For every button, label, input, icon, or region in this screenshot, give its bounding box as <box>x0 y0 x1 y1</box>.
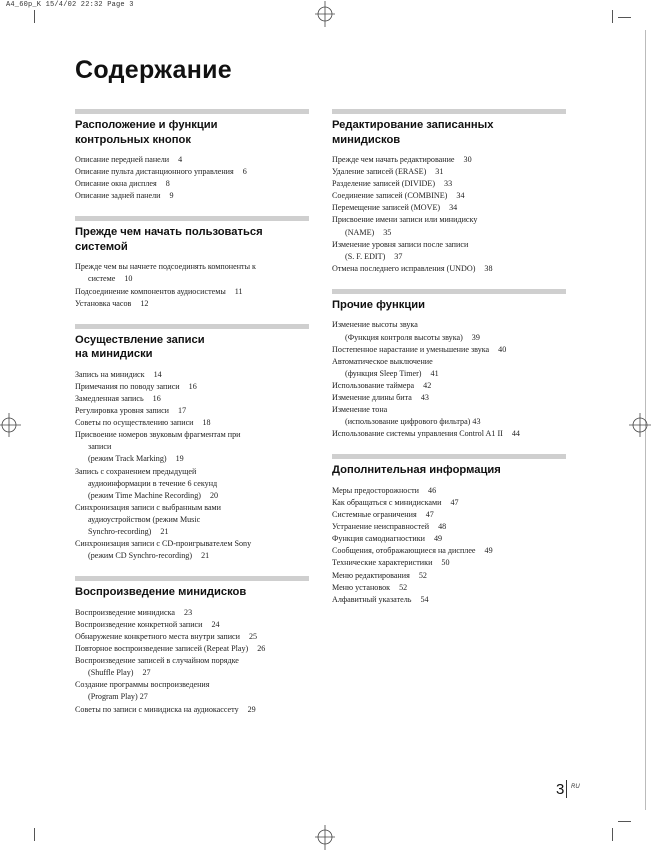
toc-entry[interactable] <box>75 154 309 166</box>
toc-list <box>75 607 309 716</box>
toc-entry[interactable] <box>332 392 566 404</box>
toc-entry-title: Замедленная запись <box>75 393 144 403</box>
toc-entry-title: Присвоение имени записи или минидиску <box>332 215 478 225</box>
section-heading-line: минидисков <box>332 133 401 146</box>
toc-section <box>75 324 309 563</box>
toc-entry-title: Подсоединение компонентов аудиосистемы <box>75 286 226 296</box>
toc-entry-page: 31 <box>435 167 444 177</box>
toc-entry[interactable] <box>332 594 566 606</box>
toc-entry[interactable] <box>75 417 309 429</box>
toc-entry-title: Обнаружение конкретного места внутри записи <box>75 631 240 641</box>
toc-entry-title: Устранение неисправностей <box>332 522 430 532</box>
toc-entry-continuation: (режим Track Marking) 19 <box>88 454 184 464</box>
toc-list <box>75 154 309 202</box>
toc-entry[interactable] <box>75 166 309 178</box>
section-rule <box>332 289 566 294</box>
toc-entry-page: 23 <box>184 607 193 617</box>
toc-entry-page: 49 <box>484 546 493 556</box>
section-heading-line: Дополнительная информация <box>332 464 501 477</box>
toc-entry-title: Соединение записей (COMBINE) <box>332 191 448 201</box>
toc-entry-continuation: (использование цифрового фильтра) 43 <box>345 417 481 427</box>
section-rule <box>332 454 566 459</box>
toc-entry-page: 52 <box>418 570 427 580</box>
language-code: RU <box>571 784 580 790</box>
toc-entry[interactable] <box>332 214 566 238</box>
toc-entry-page: 42 <box>423 380 432 390</box>
section-heading-line: Осуществление записи <box>75 333 205 346</box>
toc-entry-page: 47 <box>450 497 459 507</box>
toc-entry[interactable] <box>332 485 566 497</box>
toc-entry-title: Изменение тона <box>332 405 388 415</box>
toc-entry[interactable] <box>332 178 566 190</box>
page-title: Содержание <box>75 56 233 84</box>
crop-mark <box>612 828 613 841</box>
toc-entry-page: 50 <box>441 558 450 568</box>
toc-entry-continuation: (Функция контроля высоты звука) 39 <box>345 332 480 342</box>
toc-list <box>332 485 566 606</box>
toc-entry-page: 46 <box>428 485 437 495</box>
toc-entry-page: 9 <box>169 191 174 201</box>
toc-entry[interactable] <box>332 319 566 343</box>
toc-section <box>332 454 566 605</box>
section-heading-line: системой <box>75 240 128 253</box>
section-heading-line: Прочие функции <box>332 298 425 311</box>
toc-entry-page: 44 <box>511 429 520 439</box>
toc-section <box>332 289 566 440</box>
toc-entry-title: Прежде чем вы начнете подсоединять компоненты к <box>75 262 256 272</box>
toc-entry[interactable] <box>75 679 309 703</box>
toc-list <box>75 261 309 309</box>
toc-entry[interactable] <box>332 166 566 178</box>
toc-entry-title: Изменение высоты звука <box>332 320 418 330</box>
toc-entry[interactable] <box>75 607 309 619</box>
toc-entry-title: Описание задней панели <box>75 191 161 201</box>
section-heading-line: Редактирование записанных <box>332 119 494 131</box>
toc-entry[interactable] <box>75 286 309 298</box>
toc-entry-page: 17 <box>178 406 187 416</box>
toc-entry-page: 49 <box>434 534 443 544</box>
section-heading <box>75 225 309 254</box>
toc-entry-title: Воспроизведение записей в случайном порядке <box>75 656 239 666</box>
toc-entry[interactable] <box>332 239 566 263</box>
section-rule <box>75 216 309 221</box>
toc-section <box>75 216 309 309</box>
toc-entry-title: Описание окна дисплея <box>75 179 157 189</box>
toc-entry-title: Установка часов <box>75 298 132 308</box>
toc-entry[interactable] <box>75 261 309 285</box>
toc-entry-title: Синхронизация записи с CD-проигрывателем Sony <box>75 539 252 549</box>
section-heading-line: на минидиски <box>75 348 153 361</box>
toc-entry[interactable] <box>332 404 566 428</box>
toc-entry[interactable] <box>75 381 309 393</box>
toc-entry-page: 38 <box>484 263 493 273</box>
toc-entry-page: 18 <box>202 418 211 428</box>
registration-mark-icon <box>313 825 337 850</box>
toc-section <box>75 576 309 715</box>
crop-mark <box>612 10 613 23</box>
toc-entry-title: Запись с сохранением предыдущей <box>75 466 197 476</box>
toc-list <box>75 369 309 563</box>
toc-entry-page: 11 <box>234 286 243 296</box>
toc-entry[interactable] <box>75 429 309 465</box>
toc-entry-page: 24 <box>211 619 220 629</box>
section-rule <box>75 324 309 329</box>
toc-entry-page: 43 <box>420 393 429 402</box>
toc-entry-page: 16 <box>188 381 197 391</box>
toc-entry[interactable] <box>75 655 309 679</box>
toc-entry[interactable] <box>75 369 309 381</box>
toc-entry-continuation: (S. F. EDIT) 37 <box>345 251 403 261</box>
toc-entry-continuation: Synchro-recording) 21 <box>88 526 169 536</box>
toc-entry[interactable] <box>75 704 309 716</box>
toc-entry-title: Алфавитный указатель <box>332 594 412 604</box>
toc-entry-page: 20 <box>209 490 219 500</box>
section-heading-line: Прежде чем начать пользоваться <box>75 226 263 239</box>
toc-entry-title: Разделение записей (DIVIDE) <box>332 179 436 189</box>
registration-mark-icon <box>0 412 22 438</box>
section-heading-line: Расположение и функции <box>75 119 218 131</box>
toc-entry-page: 10 <box>124 274 133 284</box>
toc-entry-page: 29 <box>247 704 256 714</box>
toc-entry[interactable] <box>332 428 566 440</box>
toc-entry[interactable] <box>75 631 309 643</box>
page-number: 3 <box>556 781 565 798</box>
toc-entry-page: 34 <box>449 203 458 213</box>
section-heading-line: Воспроизведение минидисков <box>75 586 247 599</box>
toc-entry-page: 40 <box>498 344 507 354</box>
registration-mark-icon <box>313 1 337 27</box>
toc-entry-title: Использование системы управления Control A1 II <box>332 429 503 439</box>
toc-entry-page: 4 <box>178 155 183 164</box>
section-heading-line: контрольных кнопок <box>75 133 191 146</box>
toc-entry-page: 16 <box>152 393 161 403</box>
toc-entry[interactable] <box>75 298 309 310</box>
toc-entry-title: Описание пульта дистанционного управления <box>75 167 234 177</box>
toc-list <box>332 154 566 275</box>
toc-entry-continuation: аудиоустройством (режим Music <box>88 514 201 524</box>
toc-entry-title: Как обращаться с минидисками <box>332 497 442 507</box>
toc-entry-page: 30 <box>463 155 472 164</box>
toc-entry-title: Прежде чем начать редактирование <box>332 155 455 164</box>
section-rule <box>332 109 566 114</box>
toc-entry[interactable] <box>332 190 566 202</box>
toc-entry-continuation: (режим Time Machine Recording) 20 <box>88 490 219 500</box>
toc-entry-continuation: (функция Sleep Timer) 41 <box>345 368 439 378</box>
toc-entry-page: 25 <box>248 631 258 641</box>
toc-entry-page: 21 <box>160 526 169 536</box>
toc-entry-title: Постепенное нарастание и уменьшение звука <box>332 344 490 354</box>
toc-entry-page: 35 <box>383 227 392 237</box>
toc-entry-title: Изменение длины бита <box>332 393 412 402</box>
toc-entry-continuation: (Shuffle Play) 27 <box>88 668 151 678</box>
toc-entry-page: 41 <box>430 368 439 378</box>
toc-entry-continuation: записи <box>88 442 112 452</box>
toc-entry-continuation: (режим CD Synchro-recording) 21 <box>88 551 210 561</box>
toc-entry[interactable] <box>332 380 566 392</box>
toc-entry[interactable] <box>75 502 309 538</box>
section-heading <box>332 298 566 313</box>
toc-entry[interactable] <box>332 263 566 275</box>
toc-entry-page: 33 <box>444 179 453 189</box>
toc-entry-title: Присвоение номеров звуковым фрагментам при <box>75 430 241 440</box>
registration-mark-icon <box>627 412 651 438</box>
toc-entry-title: Функция самодиагностики <box>332 534 425 544</box>
toc-entry-page: 48 <box>438 522 447 532</box>
toc-list <box>332 319 566 440</box>
toc-entry[interactable] <box>75 178 309 190</box>
toc-entry[interactable] <box>332 533 566 545</box>
toc-entry-page: 39 <box>471 332 480 342</box>
section-heading <box>75 118 309 147</box>
page-number-divider <box>566 780 567 798</box>
toc-entry[interactable] <box>75 538 309 562</box>
toc-entry-title: Советы по осуществлению записи <box>75 418 194 428</box>
toc-entry-title: Регулировка уровня записи <box>75 406 170 416</box>
toc-entry-title: Использование таймера <box>332 380 415 390</box>
toc-section <box>75 109 309 202</box>
toc-entry-title: Меню установок <box>332 582 391 592</box>
crop-mark <box>618 17 631 18</box>
toc-entry-title: Повторное воспроизведение записей (Repeat Play) <box>75 644 249 654</box>
toc-entry[interactable] <box>332 545 566 557</box>
toc-entry-title: Воспроизведение минидиска <box>75 607 176 617</box>
toc-section <box>332 109 566 275</box>
toc-entry[interactable] <box>75 643 309 655</box>
section-heading <box>75 585 309 600</box>
crop-mark <box>34 10 35 23</box>
toc-entry[interactable] <box>75 190 309 202</box>
toc-column-right <box>332 109 566 620</box>
toc-entry-page: 37 <box>394 251 403 261</box>
toc-column-left <box>75 109 309 730</box>
toc-entry-continuation: аудиоинформации в течение 6 секунд <box>88 478 218 488</box>
toc-entry-title: Меню редактирования <box>332 570 410 580</box>
toc-entry-page: 21 <box>201 551 210 561</box>
toc-entry[interactable] <box>75 619 309 631</box>
toc-entry[interactable] <box>332 356 566 380</box>
toc-entry-title: Перемещение записей (MOVE) <box>332 203 441 213</box>
toc-entry-continuation: системе 10 <box>88 274 133 284</box>
toc-entry[interactable] <box>332 509 566 521</box>
toc-entry-title: Примечания по поводу записи <box>75 381 180 391</box>
crop-mark <box>34 828 35 841</box>
crop-mark <box>618 821 631 822</box>
toc-entry-continuation: (NAME) 35 <box>345 227 392 237</box>
toc-entry-page: 47 <box>425 510 434 520</box>
toc-entry-title: Автоматическое выключение <box>332 356 433 366</box>
toc-entry-title: Меры предосторожности <box>332 485 420 495</box>
toc-entry-page: 52 <box>399 582 408 592</box>
toc-entry-page: 27 <box>142 668 151 678</box>
toc-entry[interactable] <box>332 497 566 509</box>
toc-entry-title: Создание программы воспроизведения <box>75 680 210 690</box>
toc-entry-page: 12 <box>140 298 149 308</box>
toc-entry[interactable] <box>332 582 566 594</box>
toc-entry-page: 34 <box>456 191 465 201</box>
toc-entry[interactable] <box>332 344 566 356</box>
section-heading <box>75 333 309 362</box>
toc-entry[interactable] <box>332 154 566 166</box>
toc-entry-title: Сообщения, отображающиеся на дисплее <box>332 546 476 556</box>
toc-entry-page: 19 <box>175 454 184 464</box>
toc-entry[interactable] <box>75 466 309 502</box>
section-rule <box>75 109 309 114</box>
toc-entry-title: Удаление записей (ERASE) <box>332 167 427 177</box>
toc-entry-continuation: (Program Play) 27 <box>88 692 148 702</box>
toc-entry-page: 8 <box>165 179 170 189</box>
toc-entry[interactable] <box>75 393 309 405</box>
toc-entry-page: 14 <box>153 369 162 379</box>
print-slug: A4_60p_K 15/4/02 22:32 Page 3 <box>6 1 134 9</box>
section-heading <box>332 118 566 147</box>
toc-entry-title: Технические характеристики <box>332 558 433 568</box>
toc-entry[interactable] <box>332 557 566 569</box>
toc-entry-page: 54 <box>420 594 429 604</box>
toc-entry-title: Системные ограничения <box>332 510 417 520</box>
toc-entry-title: Изменение уровня записи после записи <box>332 239 469 249</box>
section-heading <box>332 463 566 478</box>
toc-entry[interactable] <box>332 570 566 582</box>
section-rule <box>75 576 309 581</box>
toc-entry[interactable] <box>332 521 566 533</box>
toc-entry-title: Описание передней панели <box>75 155 170 164</box>
toc-entry-title: Советы по записи с минидиска на аудиокассету <box>75 704 239 714</box>
toc-entry-title: Синхронизация записи с выбранным вами <box>75 502 221 512</box>
toc-entry[interactable] <box>332 202 566 214</box>
toc-entry[interactable] <box>75 405 309 417</box>
toc-entry-page: 26 <box>257 644 266 654</box>
toc-entry-page: 6 <box>242 167 247 177</box>
toc-entry-title: Воспроизведение конкретной записи <box>75 619 203 629</box>
toc-entry-title: Отмена последнего исправления (UNDO) <box>332 263 476 273</box>
toc-entry-title: Запись на минидиск <box>75 369 145 379</box>
